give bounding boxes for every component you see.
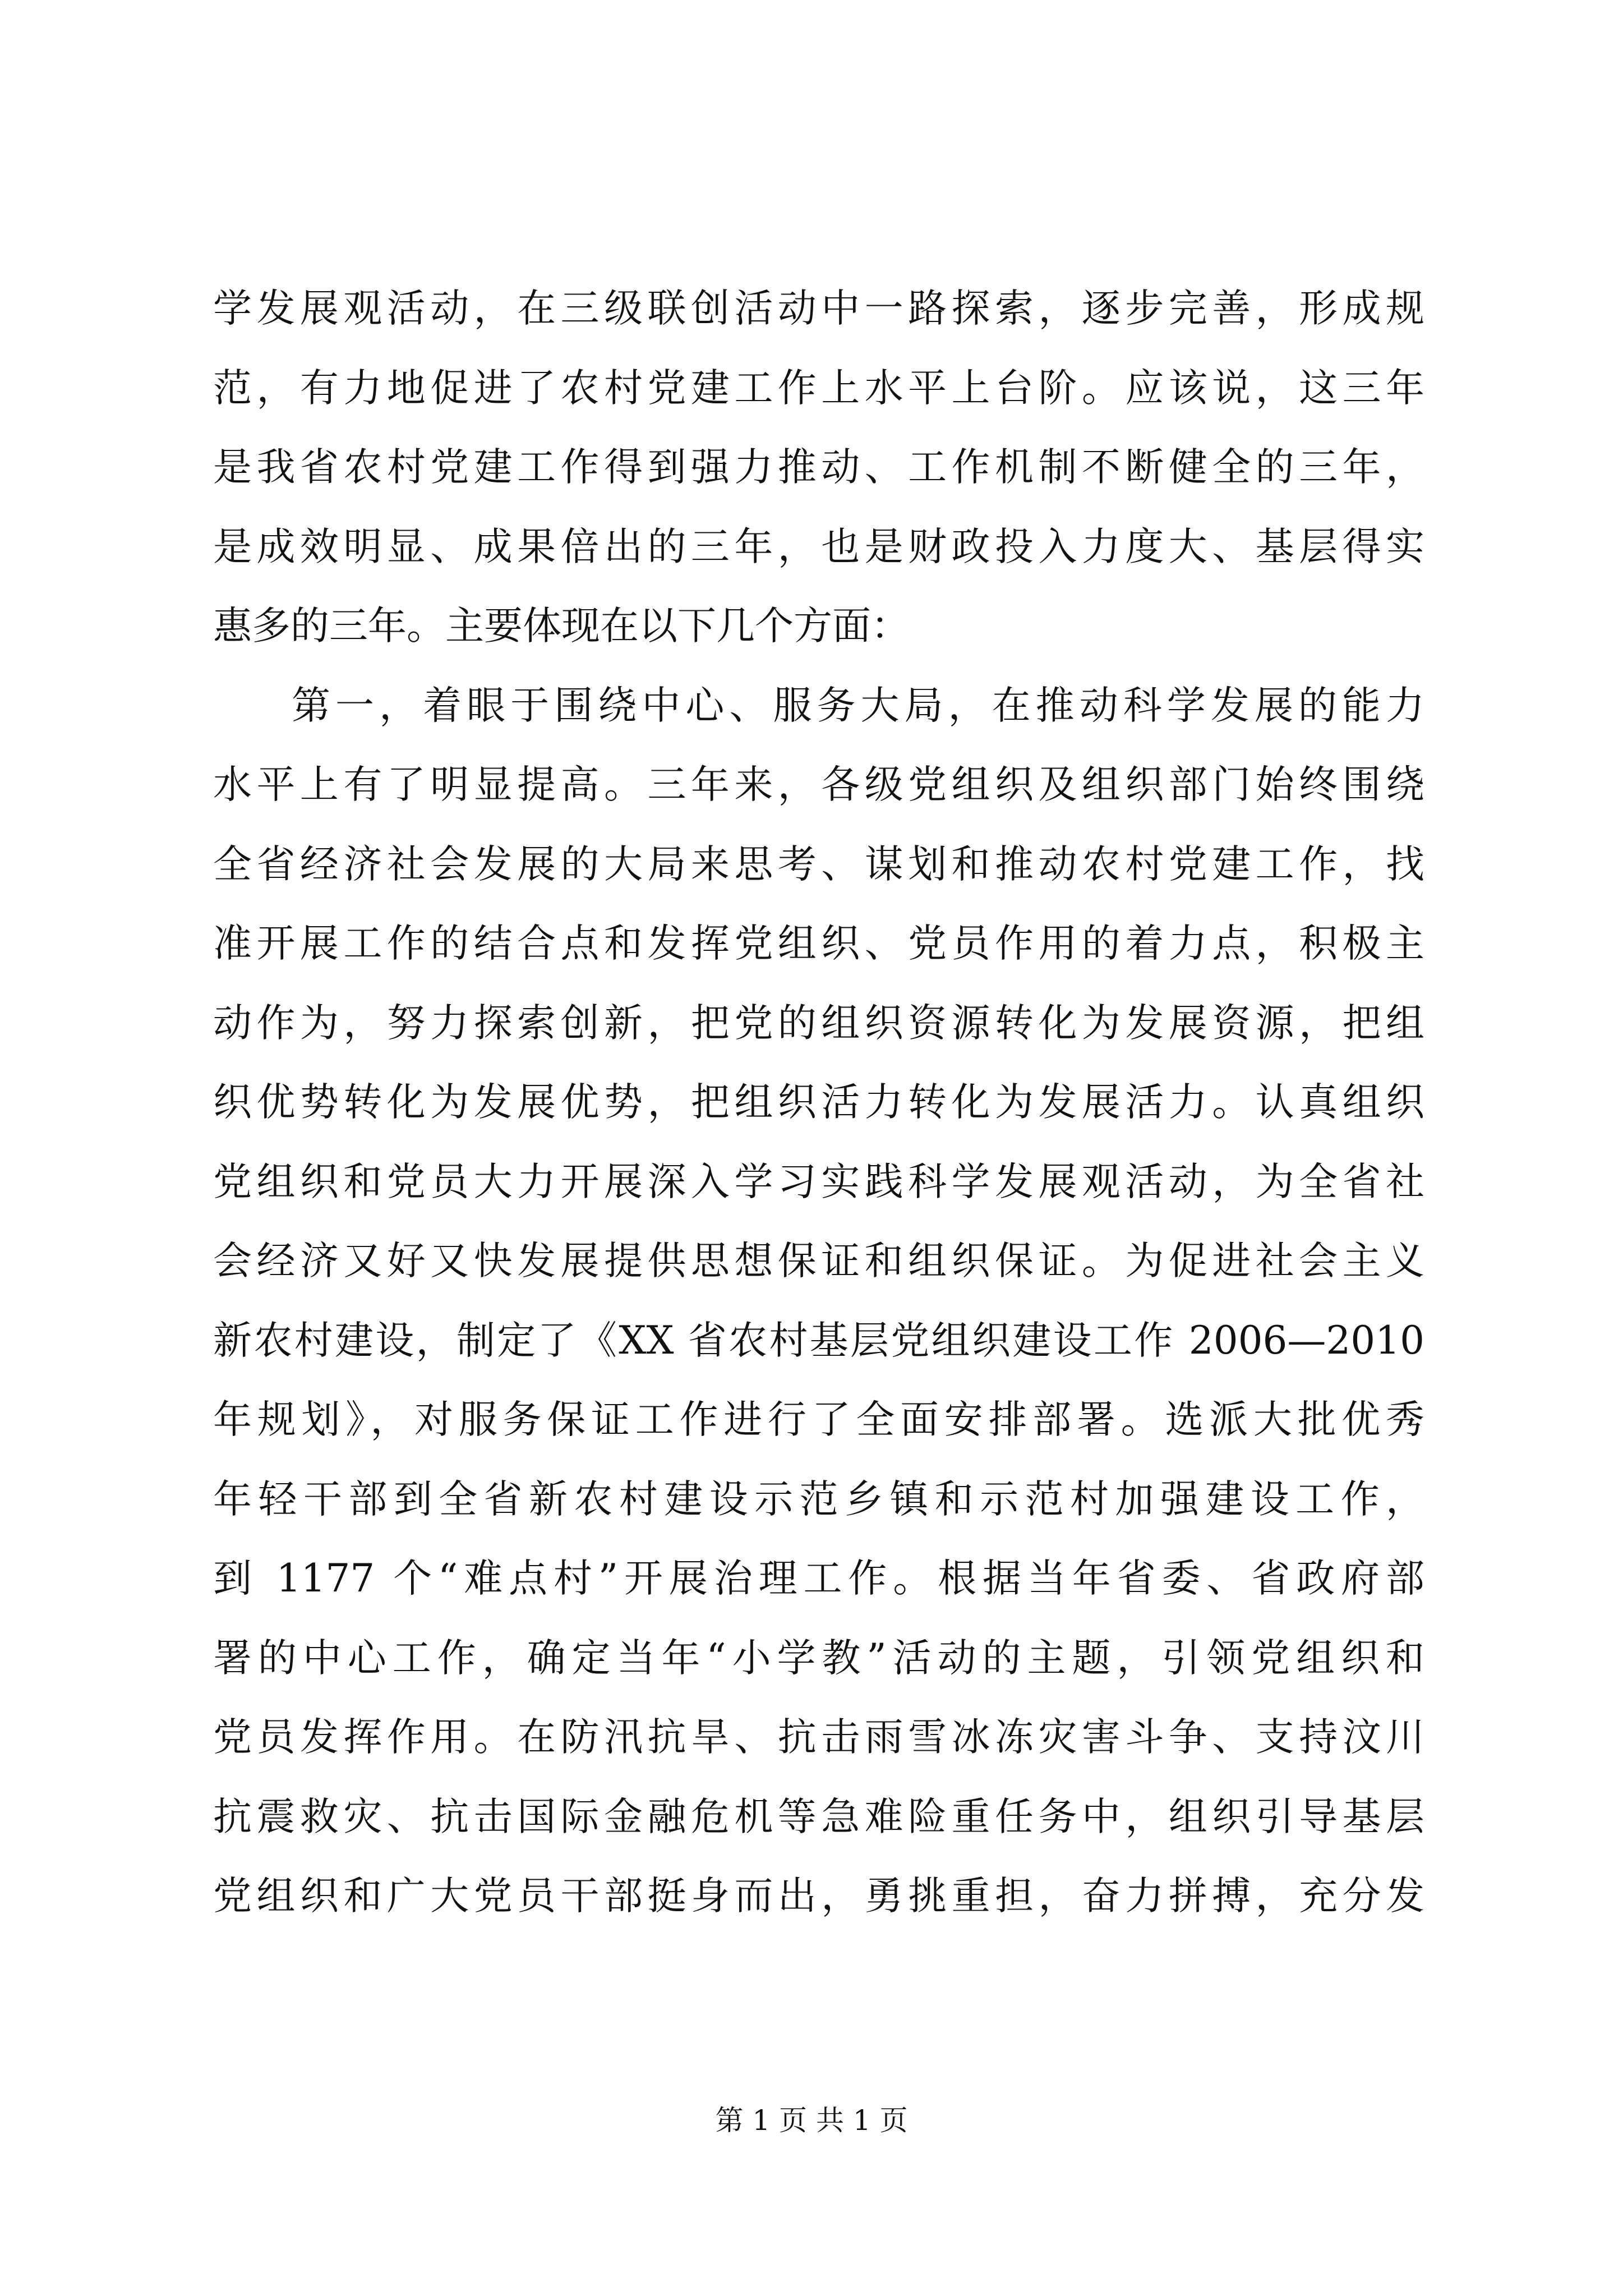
page-number-label: 第 1 页 共 1 页 [715,2104,908,2137]
text-line: 抗震救灾、抗击国际金融危机等急难险重任务中，组织引导基层 [213,1794,1424,1839]
text-line: 准开展工作的结合点和发挥党组织、党员作用的着力点，积极主 [213,921,1424,966]
text-line: 水平上有了明显提高。三年来，各级党组织及组织部门始终围绕 [213,762,1424,807]
text-line: 新农村建设，制定了《XX 省农村基层党组织建设工作 2006—2010 [213,1318,1424,1363]
text-line: 是成效明显、成果倍出的三年，也是财政投入力度大、基层得实 [213,524,1424,569]
body-text [213,269,1424,1936]
text-line: 党员发挥作用。在防汛抗旱、抗击雨雪冰冻灾害斗争、支持汶川 [213,1715,1424,1760]
text-line: 到 1177 个“难点村”开展治理工作。根据当年省委、省政府部 [213,1556,1424,1601]
text-line: 党组织和党员大力开展深入学习实践科学发展观活动，为全省社 [213,1159,1424,1204]
text-line: 动作为，努力探索创新，把党的组织资源转化为发展资源，把组 [213,1000,1424,1046]
text-line: 是我省农村党建工作得到强力推动、工作机制不断健全的三年， [213,445,1424,490]
text-line: 学发展观活动，在三级联创活动中一路探索，逐步完善，形成规 [213,286,1424,331]
text-line: 年规划》，对服务保证工作进行了全面安排部署。选派大批优秀 [213,1397,1424,1442]
text-line: 全省经济社会发展的大局来思考、谋划和推动农村党建工作，找 [213,841,1424,887]
text-line: 署的中心工作，确定当年“小学教”活动的主题，引领党组织和 [213,1635,1424,1681]
text-line: 会经济又好又快发展提供思想保证和组织保证。为促进社会主义 [213,1239,1424,1283]
text-line: 党组织和广大党员干部挺身而出，勇挑重担，奋力拼搏，充分发 [213,1874,1424,1918]
text-line: 范，有力地促进了农村党建工作上水平上台阶。应该说，这三年 [213,365,1424,411]
page-footer [0,2101,1623,2140]
text-line: 织优势转化为发展优势，把组织活力转化为发展活力。认真组织 [213,1080,1424,1125]
text-line: 惠多的三年。主要体现在以下几个方面： [213,604,910,648]
paragraph-first-line: 第一，着眼于围绕中心、服务大局，在推动科学发展的能力 [292,683,1424,728]
text-line: 年轻干部到全省新农村建设示范乡镇和示范村加强建设工作， [213,1476,1424,1522]
